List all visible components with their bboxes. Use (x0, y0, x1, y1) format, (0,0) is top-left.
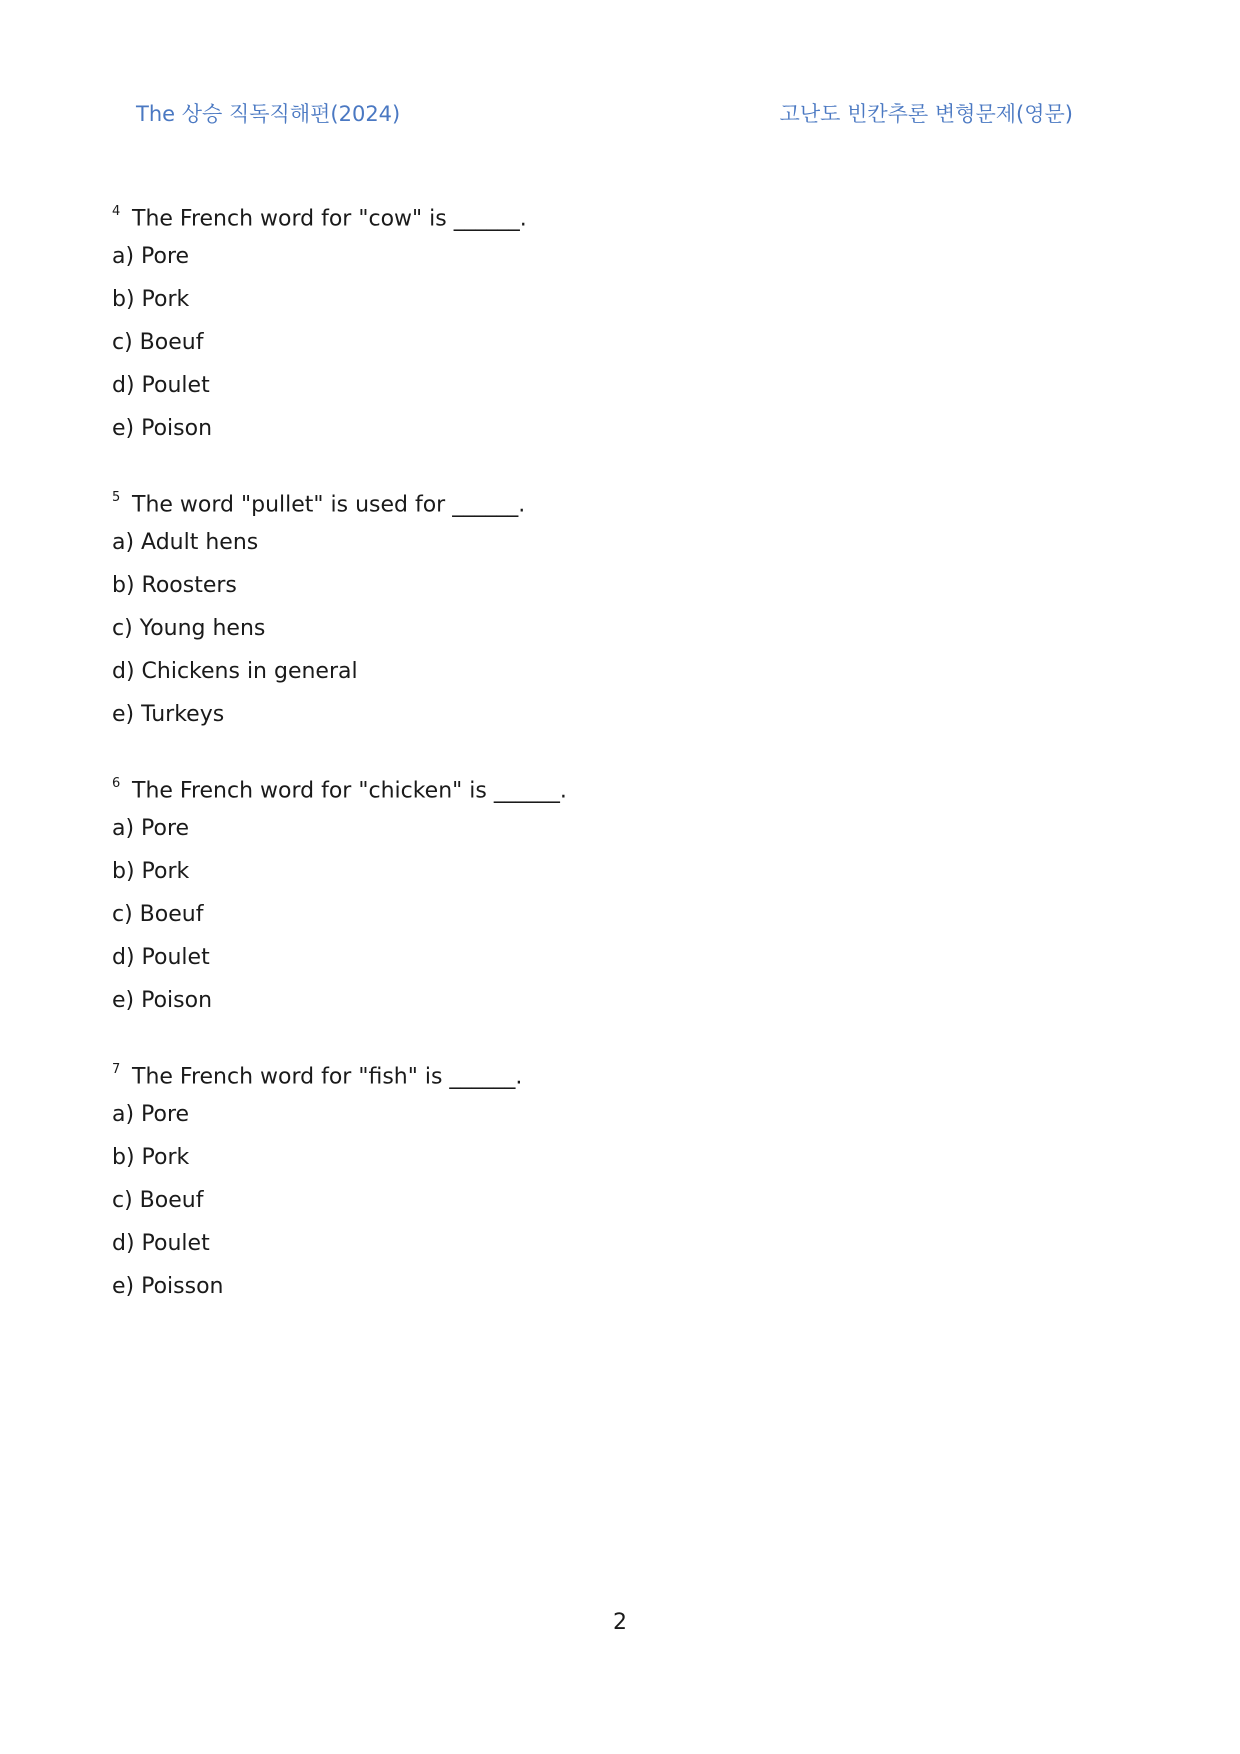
option-c: c) Boeuf (112, 1188, 204, 1213)
question-text: The French word for "chicken" is ______. (132, 778, 567, 804)
option-e: e) Poison (112, 416, 213, 441)
question-5 (112, 482, 1112, 740)
option-d: d) Poulet (112, 1231, 210, 1256)
question-stem (112, 768, 1112, 811)
option-b: b) Roosters (112, 573, 237, 598)
option-e: e) Poisson (112, 1274, 224, 1299)
question-number: 7 (112, 1062, 121, 1077)
option-d: d) Poulet (112, 945, 210, 970)
option-a: a) Pore (112, 1102, 190, 1127)
option-b: b) Pork (112, 287, 190, 312)
question-list (112, 196, 1112, 1340)
option-e: e) Turkeys (112, 702, 225, 727)
question-stem (112, 482, 1112, 525)
option-b: b) Pork (112, 859, 190, 884)
header-section-title: 고난도 빈칸추론 변형문제(영문) (779, 102, 1073, 126)
option-c: c) Boeuf (112, 902, 204, 927)
option-d: d) Chickens in general (112, 659, 358, 684)
page-number: 2 (613, 1610, 627, 1635)
option-e: e) Poison (112, 988, 213, 1013)
question-text: The French word for "cow" is ______. (132, 206, 527, 232)
question-number: 4 (112, 204, 121, 219)
question-text: The French word for "fish" is ______. (132, 1064, 523, 1090)
header-book-title: The 상승 직독직해편(2024) (136, 102, 401, 126)
option-c: c) Young hens (112, 616, 266, 641)
question-7 (112, 1054, 1112, 1312)
question-stem (112, 1054, 1112, 1097)
page-header (136, 98, 1104, 128)
option-c: c) Boeuf (112, 330, 204, 355)
question-text: The word "pullet" is used for ______. (132, 492, 526, 518)
option-b: b) Pork (112, 1145, 190, 1170)
option-a: a) Pore (112, 816, 190, 841)
option-d: d) Poulet (112, 373, 210, 398)
question-number: 5 (112, 490, 121, 505)
option-a: a) Adult hens (112, 530, 259, 555)
question-number: 6 (112, 776, 121, 791)
option-a: a) Pore (112, 244, 190, 269)
question-6 (112, 768, 1112, 1026)
question-4 (112, 196, 1112, 454)
question-stem (112, 196, 1112, 239)
